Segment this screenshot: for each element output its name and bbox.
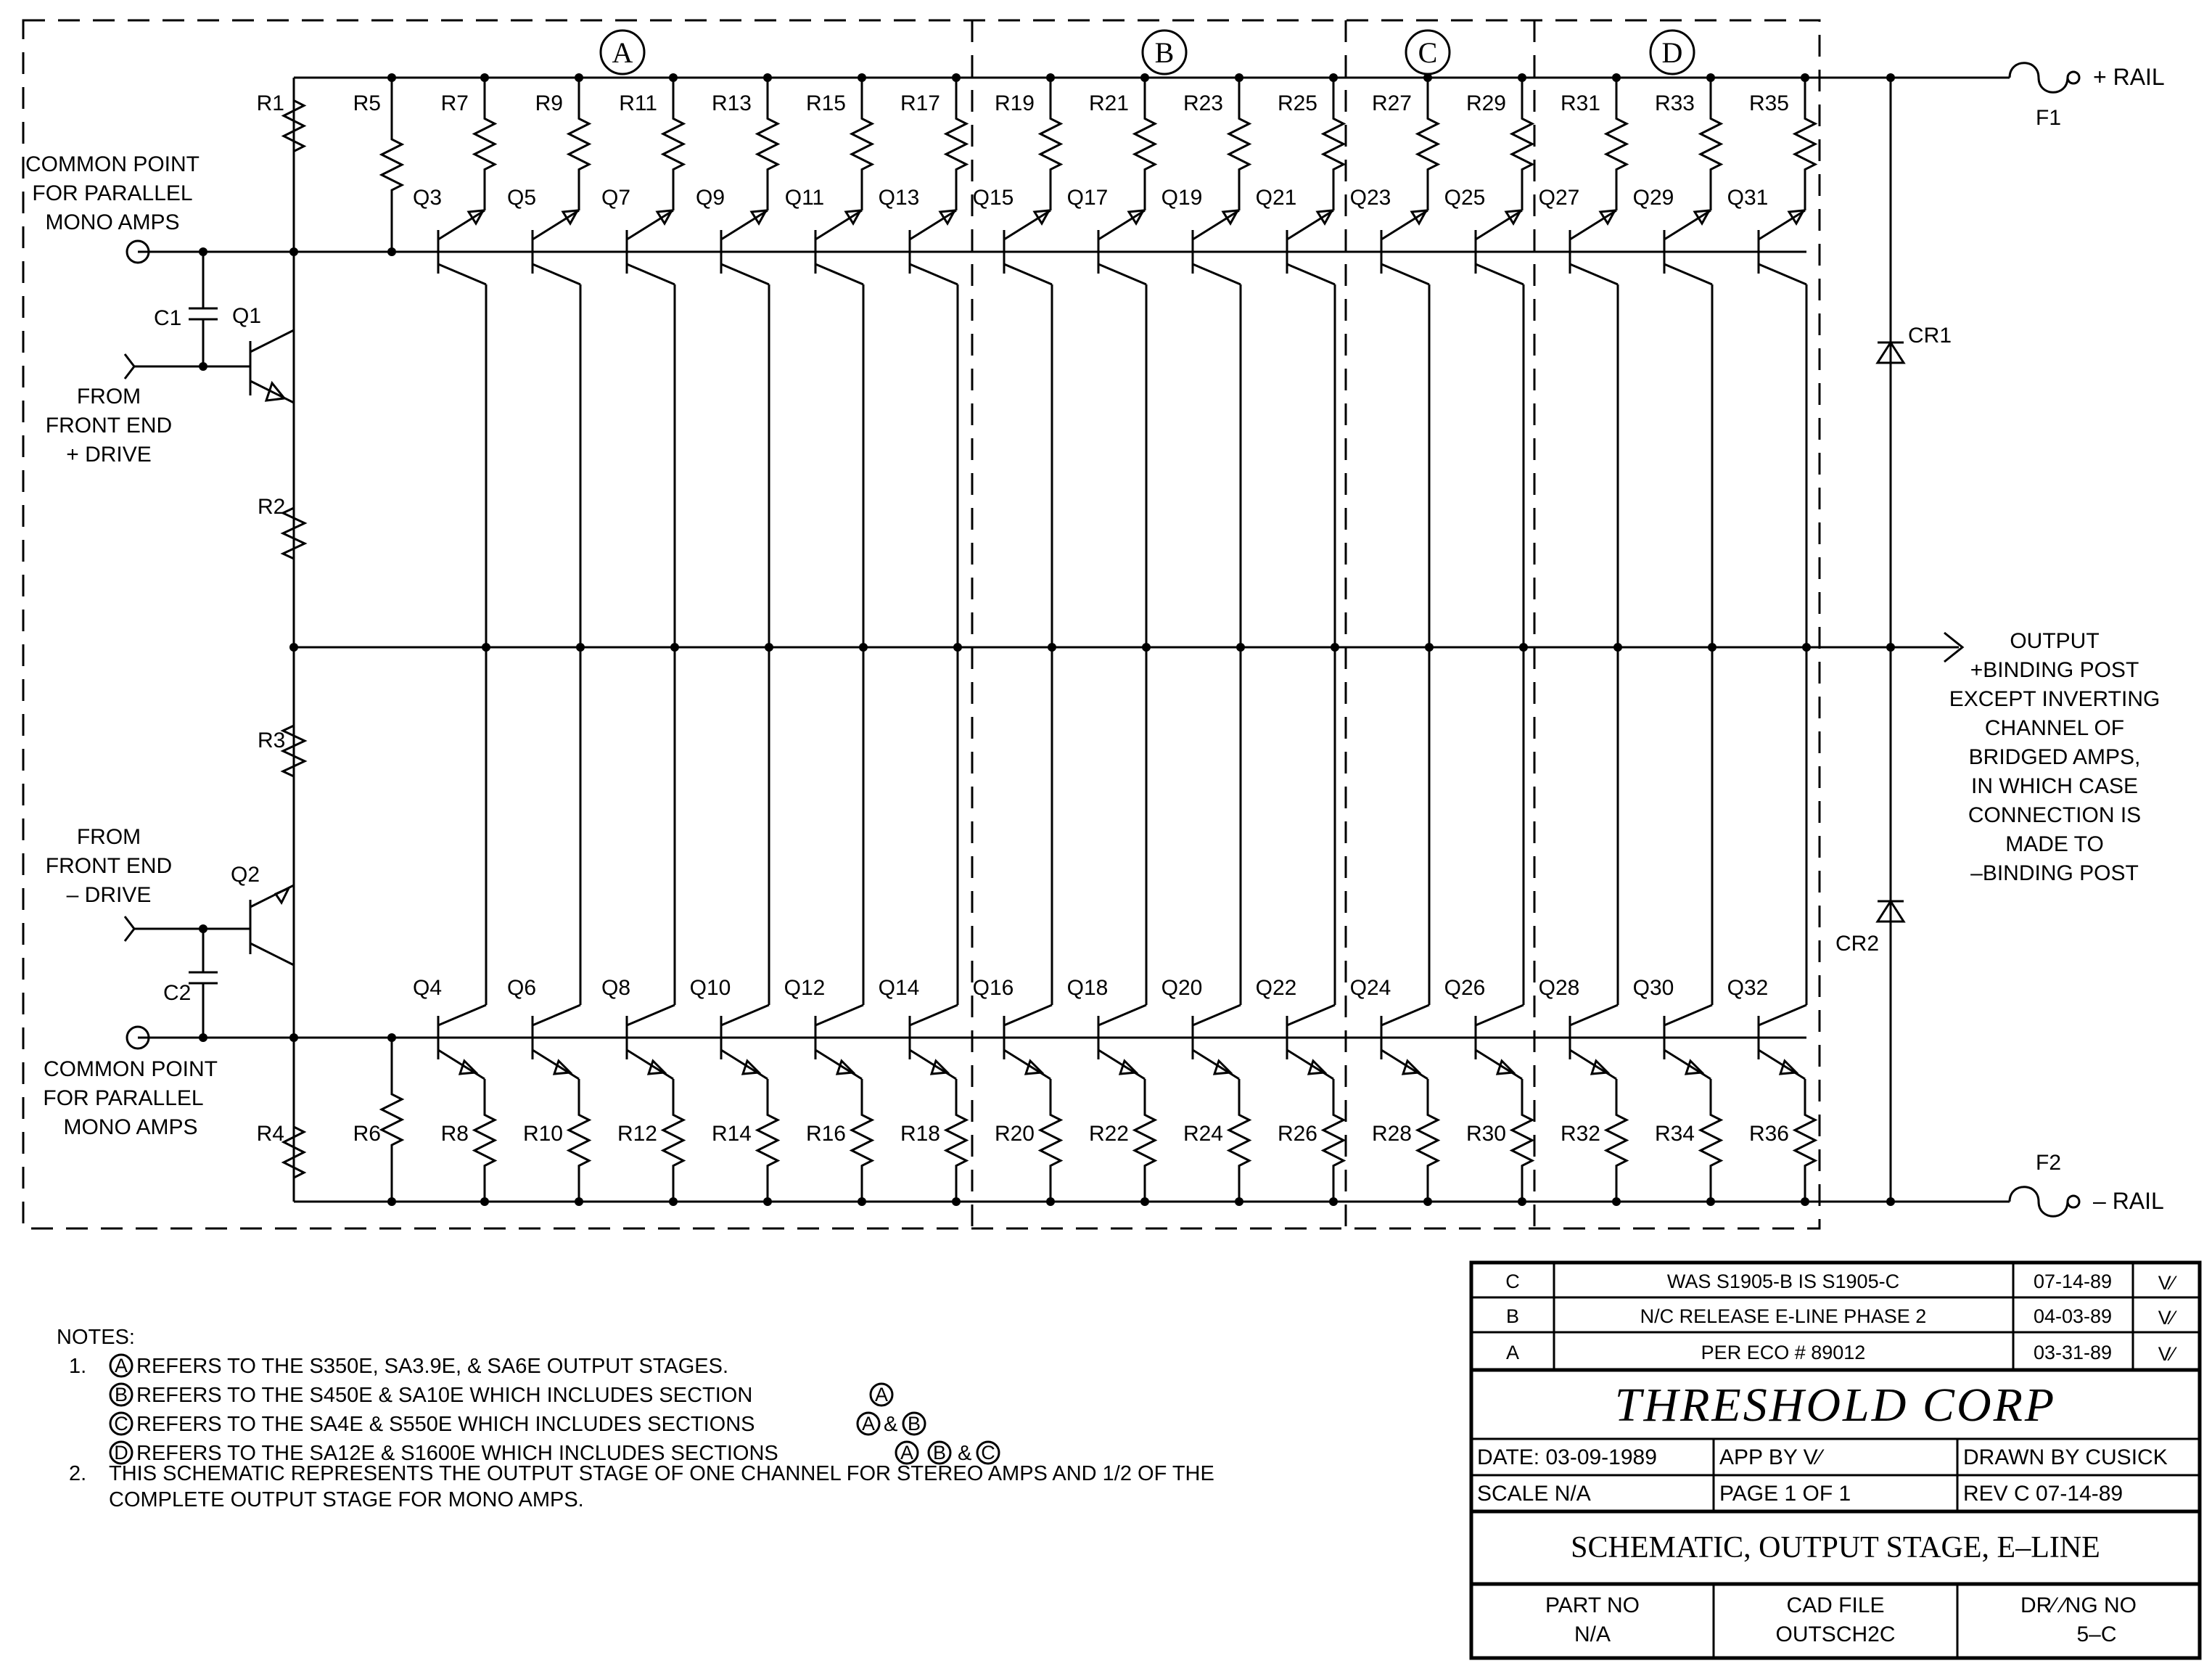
driver-label: Q2 xyxy=(231,863,260,887)
rails xyxy=(138,78,2010,1202)
revision-date: 04-03-89 xyxy=(2033,1305,2113,1327)
transistor xyxy=(1381,264,1429,284)
resistor-label: R23 xyxy=(1183,91,1223,115)
resistor xyxy=(1323,1079,1344,1202)
transistor xyxy=(1759,1005,1806,1025)
junction xyxy=(1706,73,1715,82)
resistor-label: R8 xyxy=(440,1122,469,1146)
svg-text:–BINDING POST: –BINDING POST xyxy=(1970,861,2139,885)
part-no-label: PART NO xyxy=(1545,1593,1640,1617)
transistor xyxy=(1098,1005,1146,1025)
junction xyxy=(669,73,678,82)
transistor-label: Q8 xyxy=(601,976,631,1000)
resistor-label: R12 xyxy=(617,1122,657,1146)
resistor xyxy=(569,78,589,210)
output-label xyxy=(1949,629,2160,885)
revision-date: 03-31-89 xyxy=(2033,1342,2113,1363)
resistor xyxy=(1323,78,1344,210)
resistor-label: R29 xyxy=(1465,91,1506,115)
resistor xyxy=(1135,1079,1155,1202)
section-label: C xyxy=(1418,36,1438,69)
section-label: A xyxy=(612,36,633,69)
transistor xyxy=(533,210,579,239)
revision-approval: V⁄ xyxy=(2158,1272,2175,1294)
transistor xyxy=(721,264,769,284)
resistor-label: R16 xyxy=(805,1122,846,1146)
junction xyxy=(1046,73,1055,82)
revision-letter: C xyxy=(1505,1271,1520,1292)
transistor xyxy=(1570,264,1618,284)
common-point-label: COMMON POINT xyxy=(25,152,200,176)
resistor-label: R25 xyxy=(1277,91,1317,115)
diode-label: CR2 xyxy=(1835,932,1880,956)
resistor-label: R30 xyxy=(1465,1122,1506,1146)
resistor xyxy=(1606,78,1627,210)
section-label: D xyxy=(1661,36,1683,69)
transistor-label: Q16 xyxy=(972,976,1014,1000)
transistor xyxy=(1098,264,1146,284)
resistor xyxy=(946,78,966,210)
resistor xyxy=(474,1079,495,1202)
cad-file-label: CAD FILE xyxy=(1786,1593,1885,1617)
resistor-label: R14 xyxy=(711,1122,752,1146)
junction xyxy=(1801,1197,1809,1206)
svg-text:B: B xyxy=(932,1442,947,1464)
transistor xyxy=(1664,210,1711,239)
junction xyxy=(480,73,489,82)
transistor xyxy=(1476,264,1524,284)
junction xyxy=(763,1197,772,1206)
drawn-by-field: DRAWN BY CUSICK xyxy=(1963,1445,2168,1469)
transistor xyxy=(627,264,675,284)
resistor-label: R34 xyxy=(1654,1122,1695,1146)
revision-description: N/C RELEASE E-LINE PHASE 2 xyxy=(1640,1305,1927,1327)
transistor-label: Q20 xyxy=(1161,976,1203,1000)
revision-letter: A xyxy=(1505,1342,1520,1363)
transistor-label: Q21 xyxy=(1255,186,1297,210)
svg-text:A: A xyxy=(861,1413,876,1435)
junction xyxy=(952,73,961,82)
transistor xyxy=(1193,210,1239,239)
resistor xyxy=(852,78,872,210)
revision-approval: V⁄ xyxy=(2158,1343,2175,1365)
resistor xyxy=(1701,1079,1721,1202)
note-line xyxy=(110,1413,925,1436)
svg-text:C: C xyxy=(114,1413,128,1435)
transistor xyxy=(1664,1005,1712,1025)
junction xyxy=(1329,1197,1338,1206)
svg-text:REFERS TO THE S450E & SA10E WH: REFERS TO THE S450E & SA10E WHICH INCLUDES SECTION xyxy=(136,1384,753,1407)
junction xyxy=(1801,73,1809,82)
transistor xyxy=(1476,1005,1524,1025)
svg-text:B: B xyxy=(114,1384,128,1406)
junction xyxy=(858,73,866,82)
transistor-label: Q12 xyxy=(784,976,826,1000)
junction xyxy=(1518,1197,1526,1206)
resistor xyxy=(757,1079,778,1202)
resistor xyxy=(1040,1079,1061,1202)
transistor-label: Q5 xyxy=(506,186,537,210)
section-label: B xyxy=(1154,36,1175,69)
driver-label: R3 xyxy=(258,729,286,752)
driver-stage xyxy=(125,241,305,1049)
transistor-label: Q9 xyxy=(695,186,725,210)
drawing-title: SCHEMATIC, OUTPUT STAGE, E–LINE xyxy=(1571,1531,2100,1564)
driver-label: R2 xyxy=(258,495,286,519)
resistor xyxy=(1512,1079,1532,1202)
from-front-end-label: + DRIVE xyxy=(66,443,152,467)
resistor xyxy=(382,1038,402,1202)
transistor-label: Q18 xyxy=(1066,976,1109,1000)
junction xyxy=(575,1197,583,1206)
transistor-label: Q10 xyxy=(689,976,731,1000)
transistor xyxy=(533,1005,580,1025)
svg-text:CONNECTION IS: CONNECTION IS xyxy=(1968,803,2142,827)
resistor-label: R18 xyxy=(900,1122,940,1146)
resistor-label: R26 xyxy=(1277,1122,1317,1146)
transistor-label: Q30 xyxy=(1632,976,1674,1000)
transistor-label: Q4 xyxy=(412,976,443,1000)
resistor xyxy=(474,78,495,210)
resistor-label: R28 xyxy=(1371,1122,1412,1146)
resistor-label: R36 xyxy=(1748,1122,1789,1146)
resistor-label: R13 xyxy=(711,91,752,115)
resistor xyxy=(1606,1079,1627,1202)
transistor xyxy=(1759,264,1806,284)
resistor-label: R19 xyxy=(994,91,1035,115)
rail-label: – RAIL xyxy=(2093,1188,2164,1214)
junction xyxy=(1518,73,1526,82)
svg-text:EXCEPT INVERTING: EXCEPT INVERTING xyxy=(1949,687,2160,711)
transistor-label: Q28 xyxy=(1538,976,1580,1000)
transistor-label: Q17 xyxy=(1066,186,1109,210)
transistor-label: Q24 xyxy=(1349,976,1391,1000)
resistor-label: R24 xyxy=(1183,1122,1223,1146)
section-markers xyxy=(601,30,1694,74)
common-point-label: MONO AMPS xyxy=(45,210,180,234)
svg-text:REFERS TO THE SA12E & S1600E W: REFERS TO THE SA12E & S1600E WHICH INCLUDES SECTIONS xyxy=(136,1442,778,1465)
resistor-label: R4 xyxy=(256,1122,284,1146)
transistor xyxy=(1381,210,1428,239)
common-point-label: FOR PARALLEL xyxy=(32,181,193,205)
junction xyxy=(1235,73,1243,82)
svg-text:D: D xyxy=(114,1442,128,1464)
transistor-label: Q31 xyxy=(1727,186,1769,210)
resistor xyxy=(1418,78,1438,210)
rail-label: + RAIL xyxy=(2093,64,2165,90)
transistor xyxy=(815,264,863,284)
transistor xyxy=(627,1005,675,1025)
transistor xyxy=(1004,264,1052,284)
svg-text:OUTPUT: OUTPUT xyxy=(2010,629,2100,653)
resistor xyxy=(757,78,778,210)
revision-date: 07-14-89 xyxy=(2033,1271,2113,1292)
junction xyxy=(858,1197,866,1206)
transistor-label: Q26 xyxy=(1444,976,1486,1000)
resistor xyxy=(569,1079,589,1202)
svg-text:REFERS TO THE SA4E & S550E WHI: REFERS TO THE SA4E & S550E WHICH INCLUDES SECTIONS xyxy=(136,1413,755,1436)
transistor xyxy=(627,210,673,239)
junction xyxy=(1423,1197,1432,1206)
junction xyxy=(1329,73,1338,82)
junction xyxy=(387,1033,396,1042)
resistor xyxy=(663,78,683,210)
resistor-label: R17 xyxy=(900,91,940,115)
fuse-label: F2 xyxy=(2036,1151,2062,1175)
junction xyxy=(1612,1197,1621,1206)
resistor xyxy=(1418,1079,1438,1202)
transistor-label: Q25 xyxy=(1444,186,1486,210)
resistor xyxy=(1701,78,1721,210)
revision-description: PER ECO # 89012 xyxy=(1701,1342,1866,1363)
transistor xyxy=(1193,264,1241,284)
common-point-label: COMMON POINT xyxy=(44,1057,218,1081)
resistor-label: R31 xyxy=(1560,91,1600,115)
junction xyxy=(387,1197,396,1206)
resistor xyxy=(852,1079,872,1202)
transistor-label: Q32 xyxy=(1727,976,1769,1000)
resistor-label: R5 xyxy=(353,91,381,115)
transistor xyxy=(1381,1005,1429,1025)
right-side xyxy=(1835,63,2165,1217)
transistor xyxy=(910,1005,958,1025)
driver-label: C2 xyxy=(163,981,192,1005)
svg-text:MADE TO: MADE TO xyxy=(2005,832,2104,856)
junction xyxy=(1612,73,1621,82)
junction xyxy=(575,73,583,82)
resistor xyxy=(1512,78,1532,210)
transistor xyxy=(721,1005,769,1025)
diode-label: CR1 xyxy=(1908,324,1952,348)
revision-description: WAS S1905-B IS S1905-C xyxy=(1666,1271,1900,1292)
junction xyxy=(387,247,396,256)
from-front-end-label: FROM xyxy=(76,385,141,409)
transistor-label: Q14 xyxy=(878,976,920,1000)
junction xyxy=(480,1197,489,1206)
svg-text:CHANNEL OF: CHANNEL OF xyxy=(1984,716,2125,740)
transistor xyxy=(1476,210,1522,239)
driver-label: C1 xyxy=(154,306,182,330)
transistor xyxy=(1570,210,1616,239)
transistor-label: Q13 xyxy=(878,186,920,210)
resistor-label: R9 xyxy=(535,91,563,115)
transistor xyxy=(910,210,956,239)
transistor-label: Q27 xyxy=(1538,186,1580,210)
resistor-label: R7 xyxy=(440,91,469,115)
junction xyxy=(1140,73,1149,82)
svg-text:A: A xyxy=(114,1355,128,1376)
transistor-label: Q7 xyxy=(601,186,631,210)
note-line: COMPLETE OUTPUT STAGE FOR MONO AMPS. xyxy=(109,1488,584,1511)
resistor-label: R20 xyxy=(994,1122,1035,1146)
common-point-label: MONO AMPS xyxy=(63,1115,198,1139)
junction xyxy=(1706,1197,1715,1206)
junction xyxy=(1140,1197,1149,1206)
transistor-label: Q22 xyxy=(1255,976,1297,1000)
resistor xyxy=(663,1079,683,1202)
resistor-label: R27 xyxy=(1371,91,1412,115)
svg-text:IN WHICH CASE: IN WHICH CASE xyxy=(1970,774,2139,798)
note-line: THIS SCHEMATIC REPRESENTS THE OUTPUT STAGE OF ONE CHANNEL FOR STEREO AMPS AND 1/2 OF THE xyxy=(109,1462,1214,1485)
part-no-value: N/A xyxy=(1574,1622,1611,1646)
svg-text:1.: 1. xyxy=(69,1355,87,1378)
transistor-label: Q23 xyxy=(1349,186,1391,210)
resistor xyxy=(1040,78,1061,210)
company-name: THRESHOLD CORP xyxy=(1614,1379,2057,1432)
transistor xyxy=(1287,264,1335,284)
transistor xyxy=(815,1005,863,1025)
transistor xyxy=(1193,1005,1241,1025)
junction xyxy=(952,1197,961,1206)
scale-field: SCALE N/A xyxy=(1477,1482,1591,1506)
from-front-end-label: FROM xyxy=(76,825,141,849)
transistor xyxy=(1004,1005,1052,1025)
from-front-end-label: FRONT END xyxy=(45,854,173,878)
transistor xyxy=(1759,210,1805,239)
svg-text:BRIDGED AMPS,: BRIDGED AMPS, xyxy=(1968,745,2141,769)
transistor xyxy=(438,1005,486,1025)
resistor-label: R6 xyxy=(353,1122,381,1146)
resistor xyxy=(1229,78,1249,210)
drawing-no-value: 5–C xyxy=(2076,1622,2117,1646)
svg-text:C: C xyxy=(981,1442,995,1464)
junction xyxy=(669,1197,678,1206)
transistor xyxy=(438,210,485,239)
resistor xyxy=(1795,1079,1815,1202)
revision-approval: V⁄ xyxy=(2158,1307,2175,1329)
resistor xyxy=(382,78,402,252)
from-front-end-label: – DRIVE xyxy=(66,883,152,907)
svg-text:A: A xyxy=(900,1442,914,1464)
svg-text:A: A xyxy=(874,1384,889,1406)
transistor xyxy=(1098,210,1145,239)
rev-field: REV C 07-14-89 xyxy=(1963,1482,2123,1506)
note-line xyxy=(110,1384,892,1407)
transistor-label: Q19 xyxy=(1161,186,1203,210)
resistor-label: R1 xyxy=(256,91,284,115)
title-block xyxy=(1471,1263,2200,1658)
resistor-label: R11 xyxy=(619,91,657,115)
resistor xyxy=(1795,78,1815,210)
transistor xyxy=(1004,210,1051,239)
transistor xyxy=(438,264,486,284)
resistor-label: R15 xyxy=(805,91,846,115)
transistor xyxy=(533,264,580,284)
resistor xyxy=(1229,1079,1249,1202)
junction xyxy=(1046,1197,1055,1206)
junction xyxy=(387,73,396,82)
transistor-label: Q29 xyxy=(1632,186,1674,210)
transistor-label: Q6 xyxy=(506,976,537,1000)
date-field: DATE: 03-09-1989 xyxy=(1477,1445,1657,1469)
page-field: PAGE 1 OF 1 xyxy=(1719,1482,1851,1506)
svg-text:&: & xyxy=(884,1413,898,1436)
svg-text:B: B xyxy=(907,1413,921,1435)
svg-text:&: & xyxy=(958,1442,972,1465)
from-front-end-label: FRONT END xyxy=(45,414,173,438)
transistor xyxy=(1664,264,1712,284)
resistor-label: R10 xyxy=(522,1122,563,1146)
drawing-no-label: DR⁄ ⁄NG NO xyxy=(2020,1593,2137,1617)
notes xyxy=(57,1326,1214,1511)
svg-text:REFERS TO THE S350E, SA3.9E, &: REFERS TO THE S350E, SA3.9E, & SA6E OUTPUT STAGES. xyxy=(136,1355,729,1378)
transistor xyxy=(815,210,862,239)
transistor xyxy=(910,264,958,284)
drawn-elements xyxy=(257,73,1815,1206)
junction xyxy=(763,73,772,82)
svg-text:+BINDING POST: +BINDING POST xyxy=(1970,658,2139,682)
resistor xyxy=(946,1079,966,1202)
resistor-label: R32 xyxy=(1560,1122,1600,1146)
resistor-label: R35 xyxy=(1748,91,1789,115)
notes-heading: NOTES: xyxy=(57,1326,135,1349)
resistor-label: R33 xyxy=(1654,91,1695,115)
transistor-label: Q3 xyxy=(412,186,443,210)
app-by-field: APP BY V⁄ xyxy=(1719,1445,1822,1469)
cad-file-value: OUTSCH2C xyxy=(1775,1622,1896,1646)
transistor xyxy=(1570,1005,1618,1025)
resistor-label: R22 xyxy=(1088,1122,1129,1146)
common-point-label: FOR PARALLEL xyxy=(43,1086,204,1110)
note-line xyxy=(69,1355,728,1378)
transistor xyxy=(1287,210,1333,239)
resistor-label: R21 xyxy=(1088,91,1129,115)
revision-letter: B xyxy=(1505,1305,1520,1327)
resistor xyxy=(1135,78,1155,210)
transistor xyxy=(1287,1005,1335,1025)
note-line: 2. xyxy=(69,1462,87,1485)
driver-label: Q1 xyxy=(232,304,262,328)
transistor xyxy=(721,210,768,239)
transistor-label: Q11 xyxy=(784,186,825,210)
transistor-label: Q15 xyxy=(972,186,1014,210)
fuse-label: F1 xyxy=(2036,106,2062,130)
junction xyxy=(1235,1197,1243,1206)
